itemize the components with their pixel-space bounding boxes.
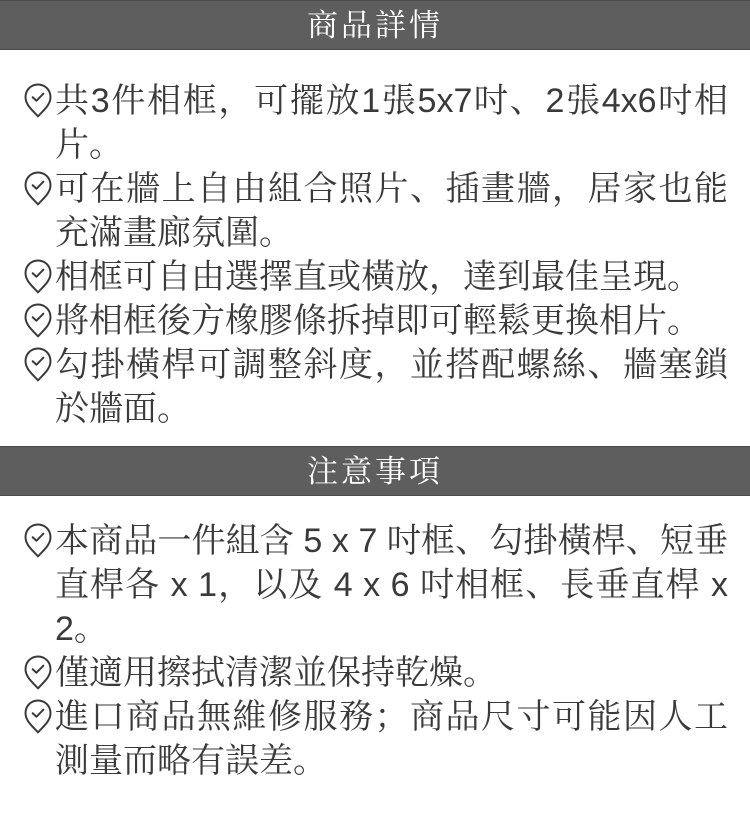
- check-pin-icon: [24, 259, 52, 294]
- list-item-text: 可在牆上自由組合照片、插畫牆，居家也能充滿畫廊氛圍。: [55, 170, 728, 252]
- check-pin-icon: [24, 171, 52, 206]
- section-title: 商品詳情: [307, 7, 443, 43]
- list-item: [24, 343, 728, 431]
- check-pin-icon: [24, 699, 52, 734]
- check-pin-icon: [24, 83, 52, 118]
- section-header-notes: [0, 446, 750, 496]
- list-item-text: 將相框後方橡膠條拆掉即可輕鬆更換相片。: [55, 302, 701, 340]
- list-item: [24, 79, 728, 167]
- list-item: [24, 255, 728, 299]
- list-item-text: 相框可自由選擇直或橫放，達到最佳呈現。: [55, 258, 701, 296]
- section-title: 注意事項: [307, 453, 443, 489]
- list-item-text: 本商品一件組含 5 x 7 吋框、勾掛橫桿、短垂直桿各 x 1，以及 4 x 6 吋相框、長垂直桿 x 2。: [55, 522, 728, 648]
- list-item-text: 僅適用擦拭清潔並保持乾燥。: [55, 654, 497, 692]
- check-pin-icon: [24, 303, 52, 338]
- list-item: [24, 651, 728, 695]
- check-pin-icon: [24, 523, 52, 558]
- notes-list: [0, 496, 750, 809]
- check-pin-icon: [24, 655, 52, 690]
- list-item: [24, 167, 728, 255]
- list-item: [24, 695, 728, 783]
- section-header-product-details: [0, 0, 750, 50]
- list-item: [24, 299, 728, 343]
- list-item-text: 進口商品無維修服務；商品尺寸可能因人工測量而略有誤差。: [55, 698, 728, 780]
- list-item: [24, 519, 728, 651]
- list-item-text: 勾掛橫桿可調整斜度，並搭配螺絲、牆塞鎖於牆面。: [55, 346, 728, 428]
- check-pin-icon: [24, 347, 52, 382]
- product-details-list: [0, 50, 750, 446]
- list-item-text: 共3件相框，可擺放1張5x7吋、2張4x6吋相片。: [55, 82, 728, 164]
